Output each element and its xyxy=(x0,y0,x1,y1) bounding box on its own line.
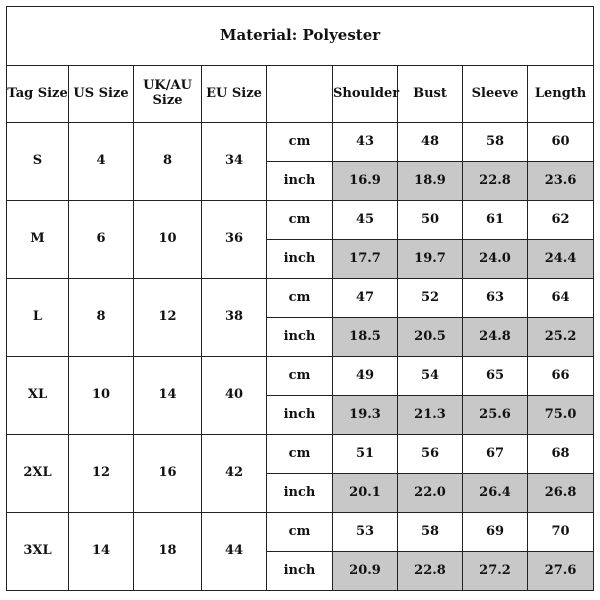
sleeve-inch-cell: 27.2 xyxy=(463,552,528,591)
shoulder-cm-cell: 45 xyxy=(333,201,398,240)
unit-inch-cell: inch xyxy=(267,240,333,279)
unit-cm-cell: cm xyxy=(267,123,333,162)
sleeve-inch-cell: 24.0 xyxy=(463,240,528,279)
table-row xyxy=(7,279,594,318)
bust-cm-cell: 56 xyxy=(398,435,463,474)
bust-inch-cell: 19.7 xyxy=(398,240,463,279)
sleeve-inch-cell: 24.8 xyxy=(463,318,528,357)
table-row xyxy=(7,201,594,240)
sleeve-cm-cell: 65 xyxy=(463,357,528,396)
tag-size-cell: 2XL xyxy=(7,435,69,513)
sleeve-cm-cell: 58 xyxy=(463,123,528,162)
uk-au-size-cell: 18 xyxy=(134,513,202,591)
length-inch-cell: 26.8 xyxy=(528,474,594,513)
uk-au-size-cell: 12 xyxy=(134,279,202,357)
table-row xyxy=(7,357,594,396)
length-cm-cell: 66 xyxy=(528,357,594,396)
tag-size-cell: L xyxy=(7,279,69,357)
tag-size-cell: S xyxy=(7,123,69,201)
length-cm-cell: 64 xyxy=(528,279,594,318)
header-bust: Bust xyxy=(398,66,463,123)
sleeve-cm-cell: 69 xyxy=(463,513,528,552)
header-shoulder: Shoulder xyxy=(333,66,398,123)
sleeve-cm-cell: 63 xyxy=(463,279,528,318)
eu-size-cell: 38 xyxy=(202,279,267,357)
uk-au-size-cell: 10 xyxy=(134,201,202,279)
unit-inch-cell: inch xyxy=(267,552,333,591)
table-row xyxy=(7,513,594,552)
sleeve-inch-cell: 22.8 xyxy=(463,162,528,201)
shoulder-cm-cell: 49 xyxy=(333,357,398,396)
header-unit xyxy=(267,66,333,123)
uk-au-size-cell: 16 xyxy=(134,435,202,513)
length-inch-cell: 24.4 xyxy=(528,240,594,279)
sleeve-inch-cell: 26.4 xyxy=(463,474,528,513)
header-uk-au-size: UK/AU Size xyxy=(134,66,202,123)
eu-size-cell: 40 xyxy=(202,357,267,435)
length-cm-cell: 68 xyxy=(528,435,594,474)
bust-cm-cell: 48 xyxy=(398,123,463,162)
us-size-cell: 4 xyxy=(69,123,134,201)
tag-size-cell: 3XL xyxy=(7,513,69,591)
unit-inch-cell: inch xyxy=(267,396,333,435)
length-inch-cell: 23.6 xyxy=(528,162,594,201)
bust-cm-cell: 54 xyxy=(398,357,463,396)
shoulder-inch-cell: 16.9 xyxy=(333,162,398,201)
unit-cm-cell: cm xyxy=(267,513,333,552)
shoulder-cm-cell: 51 xyxy=(333,435,398,474)
bust-cm-cell: 58 xyxy=(398,513,463,552)
eu-size-cell: 36 xyxy=(202,201,267,279)
unit-cm-cell: cm xyxy=(267,201,333,240)
header-tag-size: Tag Size xyxy=(7,66,69,123)
bust-inch-cell: 22.8 xyxy=(398,552,463,591)
unit-cm-cell: cm xyxy=(267,279,333,318)
sleeve-cm-cell: 67 xyxy=(463,435,528,474)
eu-size-cell: 42 xyxy=(202,435,267,513)
shoulder-cm-cell: 43 xyxy=(333,123,398,162)
header-row xyxy=(7,66,594,123)
sleeve-inch-cell: 25.6 xyxy=(463,396,528,435)
shoulder-inch-cell: 17.7 xyxy=(333,240,398,279)
bust-cm-cell: 52 xyxy=(398,279,463,318)
shoulder-inch-cell: 20.1 xyxy=(333,474,398,513)
us-size-cell: 6 xyxy=(69,201,134,279)
unit-inch-cell: inch xyxy=(267,474,333,513)
shoulder-inch-cell: 20.9 xyxy=(333,552,398,591)
eu-size-cell: 44 xyxy=(202,513,267,591)
tag-size-cell: M xyxy=(7,201,69,279)
shoulder-inch-cell: 18.5 xyxy=(333,318,398,357)
table-row xyxy=(7,435,594,474)
us-size-cell: 10 xyxy=(69,357,134,435)
size-chart-table xyxy=(6,6,594,591)
bust-inch-cell: 18.9 xyxy=(398,162,463,201)
sleeve-cm-cell: 61 xyxy=(463,201,528,240)
eu-size-cell: 34 xyxy=(202,123,267,201)
length-inch-cell: 25.2 xyxy=(528,318,594,357)
unit-inch-cell: inch xyxy=(267,162,333,201)
unit-inch-cell: inch xyxy=(267,318,333,357)
tag-size-cell: XL xyxy=(7,357,69,435)
shoulder-cm-cell: 53 xyxy=(333,513,398,552)
us-size-cell: 12 xyxy=(69,435,134,513)
length-cm-cell: 60 xyxy=(528,123,594,162)
bust-inch-cell: 21.3 xyxy=(398,396,463,435)
header-us-size: US Size xyxy=(69,66,134,123)
shoulder-cm-cell: 47 xyxy=(333,279,398,318)
us-size-cell: 8 xyxy=(69,279,134,357)
shoulder-inch-cell: 19.3 xyxy=(333,396,398,435)
length-cm-cell: 62 xyxy=(528,201,594,240)
length-inch-cell: 27.6 xyxy=(528,552,594,591)
header-eu-size: EU Size xyxy=(202,66,267,123)
us-size-cell: 14 xyxy=(69,513,134,591)
unit-cm-cell: cm xyxy=(267,435,333,474)
uk-au-size-cell: 14 xyxy=(134,357,202,435)
length-cm-cell: 70 xyxy=(528,513,594,552)
header-length: Length xyxy=(528,66,594,123)
length-inch-cell: 75.0 xyxy=(528,396,594,435)
table-row xyxy=(7,123,594,162)
header-sleeve: Sleeve xyxy=(463,66,528,123)
uk-au-size-cell: 8 xyxy=(134,123,202,201)
bust-inch-cell: 22.0 xyxy=(398,474,463,513)
bust-cm-cell: 50 xyxy=(398,201,463,240)
bust-inch-cell: 20.5 xyxy=(398,318,463,357)
unit-cm-cell: cm xyxy=(267,357,333,396)
table-title: Material: Polyester xyxy=(7,7,594,66)
